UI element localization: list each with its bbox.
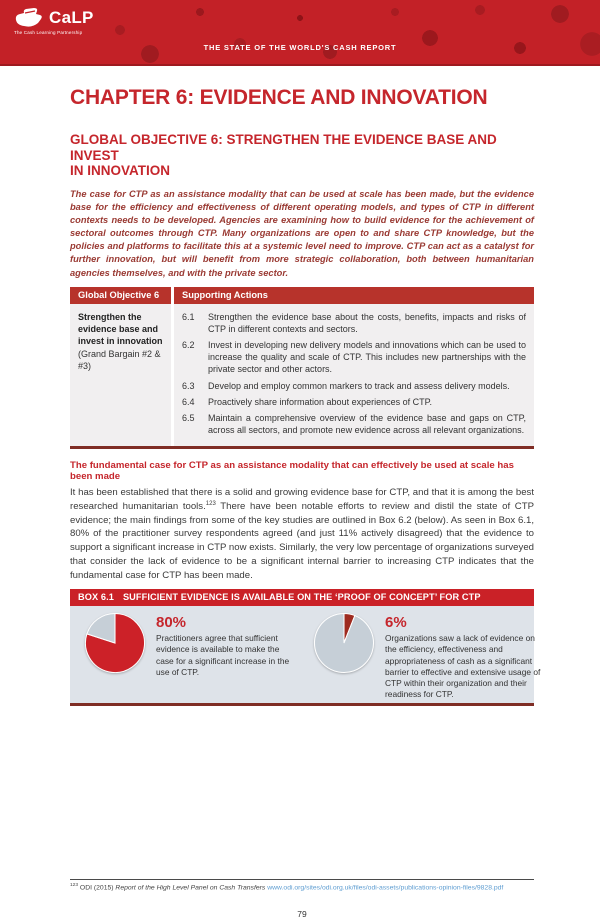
stat-organizations (313, 612, 547, 700)
objective-intro: The case for CTP as an assistance modality that can be used at scale has been made, but the evidence base for the efficiency and effectiveness of different operating models, and types of CTP in different contexts needs to be developed. Agencies are examining how to build evidence for the achievement of sectoral outcomes through CTP. Many organizations are open to and share CTP knowledge, but the policies and platforms to facilitate this at a systemic level need to improve. CTP can act as a catalyst for further innovation, but will benefit from more strategic collaboration, both between humanitarian agencies themselves, and with the private sector. (70, 188, 534, 278)
action-num: 6.2 (182, 340, 195, 351)
box-title: SUFFICIENT EVIDENCE IS AVAILABLE ON THE ‘PROOF OF CONCEPT’ FOR CTP (122, 592, 481, 603)
chapter-title: CHAPTER 6: EVIDENCE AND INNOVATION (70, 86, 488, 109)
action-num: 6.1 (182, 311, 195, 322)
objective-note: (Grand Bargain #2 & #3) (78, 349, 161, 372)
action-item-6-2 (182, 339, 526, 375)
section-heading: The fundamental case for CTP as an assistance modality that can effectively be used at scale has been made (70, 460, 514, 483)
box-label: BOX 6.1 (78, 592, 114, 603)
objective-heading-line2: IN INNOVATION (70, 163, 170, 179)
action-text: Develop and employ common markers to track and assess delivery models. (208, 380, 510, 391)
calp-logo-text: CaLP (49, 8, 94, 27)
action-text: Proactively share information about experiences of CTP. (208, 396, 432, 407)
stat-desc-80: Practitioners agree that sufficient evidence is available to make the case for a significant increase in the use of CTP. (156, 633, 290, 677)
calp-logo-tagline: The Cash Learning Partnership (14, 30, 83, 35)
box-body (70, 606, 541, 706)
table-header-row (70, 287, 534, 304)
header-banner (0, 0, 600, 66)
footnote-link[interactable]: www.odi.org/sites/odi.org.uk/files/odi-assets/publications-opinion-files/9828.pdf (267, 884, 504, 892)
box-6-1 (70, 589, 541, 706)
stat-desc-6: Organizations saw a lack of evidence on the efficiency, effectiveness and appropriateness of cash as a significant barrier to effective and extensive usage of CTP within their organization and their readiness for CTP. (385, 633, 541, 699)
page-content (0, 86, 600, 919)
box-header (70, 589, 534, 606)
action-item-6-4 (182, 396, 526, 408)
body-text-2: There have been notable efforts to review and distil the state of CTP evidence; the main findings from some of the key studies are outlined in Box 6.2 (below). As seen in Box 6.1, 80% of the practitioner survey respondents agreed (and just 11% actively disagreed) that the evidence to support a significant increase in CTP now exists. Similarly, the very low percentage of organizations surveyed that consider the lack of evidence to be a significant internal barrier to increasing CTP indicates that the fundamental case for CTP has been made. (70, 501, 534, 581)
footnote (70, 879, 534, 891)
pie-chart-80-percent (84, 612, 146, 674)
calp-logo (14, 7, 94, 35)
action-item-6-1 (182, 311, 526, 335)
action-item-6-5 (182, 412, 526, 436)
footnote-source: Report of the High Level Panel on Cash Transfers (115, 884, 266, 892)
action-text: Strengthen the evidence base about the costs, benefits, impacts and risks of CTP in different contexts and sectors. (208, 311, 526, 334)
action-text: Invest in developing new delivery models and innovations which can be used to increase the quality and scale of CTP. This includes new partnerships with the private sector and other actors. (208, 340, 526, 375)
action-num: 6.4 (182, 396, 195, 407)
footnote-prefix: ODI (2015) (79, 884, 116, 892)
stat-value-6: 6% (385, 614, 407, 632)
objective-title: Strengthen the evidence base and invest in innovation (78, 311, 163, 347)
table-header-actions: Supporting Actions (174, 287, 534, 304)
stat-practitioners (84, 612, 296, 700)
objective-heading (70, 132, 534, 179)
objective-heading-line1: GLOBAL OBJECTIVE 6: STRENGTHEN THE EVIDENCE BASE AND INVEST (70, 132, 497, 163)
action-item-6-3 (182, 380, 526, 392)
body-paragraph (70, 486, 534, 582)
objective-table (70, 287, 534, 449)
calp-hand-icon (14, 7, 44, 29)
body-text-1: It has been established that there is a solid and growing evidence base for CTP, and that it is among the best researched humanitarian tools. (70, 487, 534, 513)
stat-value-80: 80% (156, 614, 187, 632)
objective-cell (70, 304, 171, 446)
report-title: THE STATE OF THE WORLD'S CASH REPORT (203, 43, 397, 52)
page-number: 79 (297, 909, 307, 919)
pie-chart-6-percent (313, 612, 375, 674)
actions-cell (174, 304, 534, 446)
action-text: Maintain a comprehensive overview of the evidence base and gaps on CTP, across all sectors, and promote new evidence across all relevant organizations. (208, 412, 526, 435)
action-num: 6.5 (182, 412, 195, 423)
footnote-number: 123 (70, 882, 79, 888)
table-body (70, 304, 534, 449)
table-header-objective: Global Objective 6 (70, 287, 171, 304)
footnote-reference[interactable]: 123 (205, 500, 216, 507)
action-num: 6.3 (182, 380, 195, 391)
